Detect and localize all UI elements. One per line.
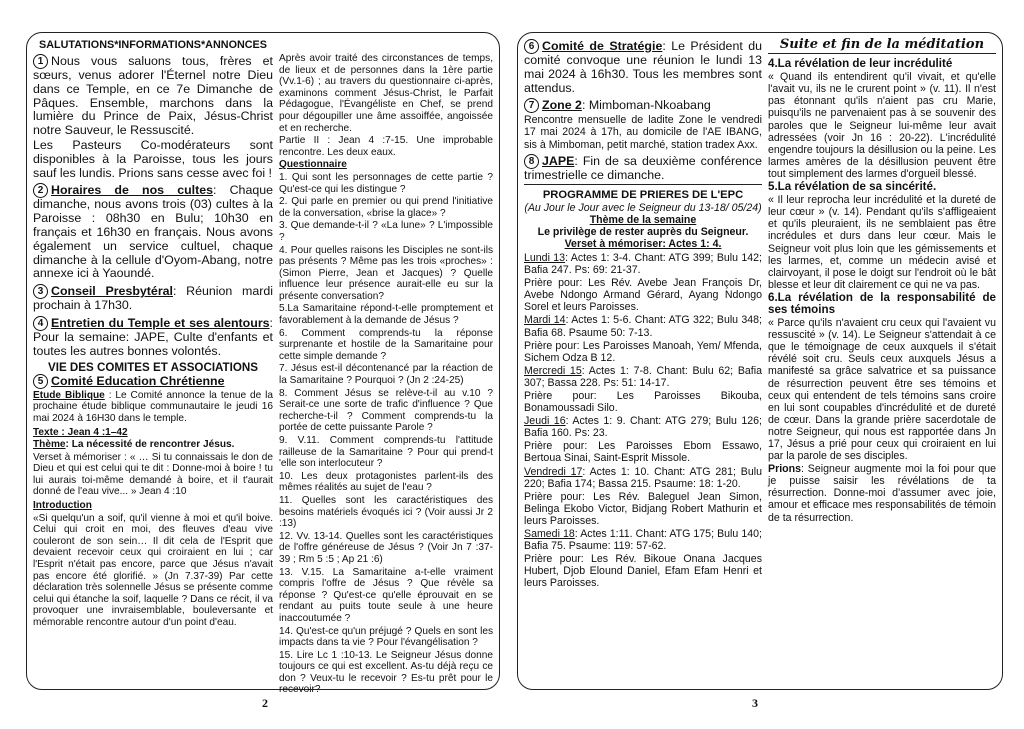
section-title: Conseil Presbytéral xyxy=(51,284,173,299)
prayer-label: Prions xyxy=(768,463,801,476)
page-number-3: 3 xyxy=(752,696,758,710)
question-8: 8. Comment Jésus se relève-t-il au v.10 ? Serait-ce une sorte de trafic d'influence ? Que recherche-t-il ? Comment comprends-tu la portée de cette puissante Parole ? xyxy=(279,387,493,434)
page-3 xyxy=(517,32,1003,690)
questionnaire-title: Questionnaire xyxy=(279,159,347,171)
memory-verse: Verset à mémoriser : « … Si tu connaissais le don de Dieu et qui est celui qui te dit : Donne-moi à boire ! tu lui aurais toi-même demandé à boire, et il t'aurait donné de l'eau vive... » Jean 4 :10 xyxy=(33,451,273,498)
section-title: JAPE xyxy=(542,153,575,168)
day-label: Jeudi 16 xyxy=(524,415,566,428)
day-label: Mercredi 15 xyxy=(524,364,582,377)
meditation-title: Suite et fin de la méditation xyxy=(779,37,985,52)
meditation-section-4-text: « Quand ils entendirent qu'il vivait, et qu'elle l'avait vu, ils ne le crurent point » (v. 11). Il n'est pas étonnant qu'ils n'aient pas cru Marie, puisqu'ils ne parvenaient pas à se souvenir des paroles que le Seigneur lui-même leur avait adressées (voir Jn 16 : 20-22). L'incrédulité engendre toujours la désillusion ou la peine. Les larmes amères de la désillusion peuvent être tout simplement des larmes d'orgueil blessé. xyxy=(768,71,996,180)
section-title: Horaires de nos cultes xyxy=(51,183,214,198)
page-3-left-column xyxy=(524,39,762,685)
prayer-program-title: PROGRAMME DE PRIERES DE L'EPC xyxy=(542,189,744,202)
announcement-3 xyxy=(33,284,273,313)
number-badge: 7 xyxy=(524,98,539,113)
question-5: 5.La Samaritaine répond-t-elle promptement et favorablement à la demande de Jésus ? xyxy=(279,303,493,327)
day-thursday xyxy=(524,415,762,439)
meditation-prayer xyxy=(768,463,996,523)
question-13: 13. V.15. La Samaritaine a-t-elle vraiment compris l'offre de Jésus ? Que révèle sa réponse ? Qu'est-ce qu'elle éprouvait en se rendant au puits toute seule à une heure inaccoutumée ? xyxy=(279,566,493,624)
question-7: 7. Jésus est-il décontenancé par la réaction de la Samaritaine ? Pourquoi ? (Jn 2 :24-25) xyxy=(279,363,493,387)
announcement-5 xyxy=(33,374,273,389)
announcement-6 xyxy=(524,39,762,95)
study-theme xyxy=(33,439,273,451)
day-reading: : Actes 1: 10. Chant: ATG 281; Bulu 220; Bafia 174; Bassa 215. Psaume: 18: 1-20. xyxy=(524,465,762,490)
study-part-two: Partie II : Jean 4 :7-15. Une improbable rencontre. Les deux eaux. xyxy=(279,135,493,158)
day-reading: : Actes 1: 7-8. Chant: Bulu 62; Bafia 307; Bassa 228. Ps: 51: 14-17. xyxy=(524,364,762,389)
prayer-text: : Seigneur augmente moi la foi pour que je puisse saisir les révélations de ta résurrection. Donne-moi d'assumer avec joie, amour et efficace mes responsabilités de témoin de ta résurrection. xyxy=(768,463,996,524)
zone-subtitle: : Mimboman-Nkoabang xyxy=(581,98,711,113)
week-theme-title: Thème de la semaine xyxy=(589,213,697,226)
week-theme-text: Le privilège de rester auprès du Seigneur. xyxy=(537,225,749,238)
day-label: Lundi 13 xyxy=(524,251,566,264)
question-11: 11. Quelles sont les caractéristiques des besoins matériels évoqués ici ? (Voir aussi Jr 2 :13) xyxy=(279,494,493,530)
day-label: Vendredi 17 xyxy=(524,465,583,478)
day-reading: : Actes 1: 3-4. Chant: ATG 399; Bulu 142; Bafia 247. Ps: 69: 21-37. xyxy=(524,251,762,277)
number-badge: 8 xyxy=(524,154,539,169)
day-reading: : Actes 1: 5-6. Chant: ATG 322; Bulu 348; Bafia 68. Psaume 50: 7-13. xyxy=(524,314,762,339)
prayer-program-subtitle: (Au Jour le Jour avec le Seigneur du 13-18/ 05/24) xyxy=(524,201,762,214)
page-number-2: 2 xyxy=(262,696,268,710)
prayer-friday: Prière pour: Les Rév. Baleguel Jean Simon, Belinga Ekobo Victor, Bidjang Robert Mathurin et leurs Paroisses. xyxy=(524,490,762,527)
announcement-7 xyxy=(524,98,762,113)
day-wednesday xyxy=(524,365,762,389)
prayer-thursday: Prière pour: Les Paroisses Ebom Essawo, Bertoua Sinai, Saint-Esprit Missole. xyxy=(524,440,762,465)
day-monday xyxy=(524,252,762,276)
question-6: 6. Comment comprends-tu la réponse surprenante et hostile de la Samaritaine pour cette simple demande ? xyxy=(279,327,493,362)
theme-text: : La nécessité de rencontrer Jésus. xyxy=(65,439,235,451)
question-2: 2. Qui parle en premier ou qui prend l'initiative de la conversation, «brise la glace» ? xyxy=(279,196,493,219)
announcement-text: : Chaque dimanche, nous avons trois (03) cultes à la Paroisse : 08h30 en Bulu; 10h30 en français et 16h30 en français. Nous avons également un service cultuel, chaque dimanche à la cellule d'Oyom-Abang, notre annexe ici à Yaoundé. xyxy=(33,183,274,281)
number-badge: 5 xyxy=(33,374,48,389)
committees-header: VIE DES COMITES ET ASSOCIATIONS xyxy=(47,360,258,374)
page-2-right-column xyxy=(279,53,493,696)
announcement-4 xyxy=(33,316,273,359)
prayer-monday: Prière pour: Les Rév. Avebe Jean François Dr, Avebe Ndongo Armand Gérard, Ayang Ndongo Sorel et leurs Paroisses. xyxy=(524,277,762,314)
announcement-text: : Le Président du comité convoque une réunion le lundi 13 mai 2024 à 16h30. Tous les membres sont attendus. xyxy=(524,39,762,95)
page-2 xyxy=(26,32,500,696)
page-header: SALUTATIONS*INFORMATIONS*ANNONCES xyxy=(39,39,267,51)
section-title: Comité de Stratégie xyxy=(542,39,663,53)
section-title: Comité Education Chrétienne xyxy=(51,373,225,388)
prayer-saturday: Prière pour: Les Rév. Bikoue Onana Jacques Hubert, Djob Elound Daniel, Efam Efam Henri et leurs Paroisses. xyxy=(524,553,762,590)
announcement-text: : Réunion mardi prochain à 17h30. xyxy=(33,284,274,313)
day-label: Mardi 14 xyxy=(524,314,566,327)
meditation-section-5-title: 5.La révélation de sa sincérité. xyxy=(768,180,937,194)
bible-study-title: Etude Biblique xyxy=(33,389,105,401)
day-friday xyxy=(524,466,762,490)
page-2-left-column xyxy=(33,39,273,685)
question-3: 3. Que demande-t-il ? «La lune» ? L'impossible ? xyxy=(279,220,493,243)
question-1: 1. Qui sont les personnages de cette partie ? Qu'est-ce qui les distingue ? xyxy=(279,171,493,195)
announcement-text: : Fin de sa deuxième conférence trimestrielle ce dimanche. xyxy=(524,153,762,182)
announcement-8 xyxy=(524,154,762,183)
announcement-1 xyxy=(33,54,273,138)
day-reading: : Actes 1:11. Chant: ATG 175; Bulu 140; Bafia 75. Psaume: 119: 57-62. xyxy=(524,528,762,553)
divider xyxy=(768,53,996,54)
question-4: 4. Pour quelles raisons les Disciples ne sont-ils pas présents ? Même pas les trois «proches» : (Simon Pierre, Jean et Jacques) ? Quelle influence leur présence aurait-elle eu sur la présente conversation? xyxy=(279,244,493,302)
study-text-ref: Texte : Jean 4 :1–42 xyxy=(33,426,128,438)
question-10: 10. Les deux protagonistes parlent-ils des mêmes réalités au sujet de l'eau ? xyxy=(279,470,493,494)
prayer-wednesday: Prière pour: Les Paroisses Bikouba, Bonamoussadi Silo. xyxy=(524,389,762,415)
day-reading: : Actes 1: 9. Chant: ATG 279; Bulu 126; Bafia 160. Ps: 23. xyxy=(524,415,762,440)
question-9: 9. V.11. Comment comprends-tu l'attitude railleuse de la Samaritaine ? Pour qui prend-t 'elle son interlocuteur ? xyxy=(279,435,493,470)
theme-label: Thème xyxy=(33,439,66,451)
memory-verse: Verset à mémoriser: Actes 1: 4. xyxy=(564,237,722,250)
introduction-text: «Si quelqu'un a soif, qu'il vienne à moi et qu'il boive. Celui qui croit en moi, des fleuves d'eau vive couleront de son sein… Il dit cela de l'Esprit que devaient recevoir ceux qui croiraient en lui ; car l'Esprit n'était pas encore, parce que Jésus n'avait pas encore été glorifié. » (Jn 7.37-39) Par cette déclaration très solennelle Jésus se présente comme celui qui étanche la soif, laquelle ? Dans ce récit, il va provoquer une invraisemblable, bouleversante et mémorable rencontre autour d'un point d'eau. xyxy=(33,512,273,629)
number-badge: 3 xyxy=(33,284,48,299)
day-tuesday xyxy=(524,314,762,338)
announcement-1-pastors: Les Pasteurs Co-modérateurs sont disponibles à la Paroisse, tous les jours sauf les lundis. Prions sans cesse avec foi ! xyxy=(33,138,273,180)
introduction-title: Introduction xyxy=(33,500,92,512)
section-title: Zone 2 xyxy=(542,98,582,113)
bible-study xyxy=(33,390,273,425)
meditation-section-6-text: « Parce qu'ils n'avaient cru ceux qui l'avaient vu ressuscité » (v. 14). Le Seigneur s'attendait à ce que le témoignage de ceux auxquels il s'était révélé soit cru. Seuls ceux auxquels Jésus a manifesté sa grâce salvatrice et sa puissance de résurrection peuvent être ses témoins et ceux qui entendent de tels témoins sans croire en lui sont coupables d'incrédulité et de dureté de cœur. Dans la grande prière sacerdotale de notre Seigneur, qui nous est rapportée dans Jn 17, Jésus a prié pour ceux qui croiraient en lui par la parole de ses disciples. xyxy=(768,317,996,463)
prayer-tuesday: Prière pour: Les Paroisses Manoah, Yem/ Mfenda, Sichem Odza B 12. xyxy=(524,339,762,364)
day-label: Samedi 18 xyxy=(524,528,575,540)
meditation-section-6-title: 6.La révélation de la responsabilité de ses témoins xyxy=(768,290,996,316)
announcement-text: Nous vous saluons tous, frères et sœurs, venus adorer l'Éternel notre Dieu dans ce Temple, en ce 7e Dimanche de Pâques. Ensemble, marchons dans la lumière du Prince de Paix, Jésus-Christ notre Sauveur, le Ressuscité. xyxy=(33,54,273,138)
announcement-2 xyxy=(33,183,273,281)
question-15: 15. Lire Lc 1 :10-13. Le Seigneur Jésus donne toujours ce qui est excellent. As-tu déjà reçu ce don ? Veux-tu le recevoir ? Es-tu prêt pour le recevoir? xyxy=(279,649,493,696)
question-14: 14. Qu'est-ce qu'un préjugé ? Quels en sont les impacts dans ta vie ? Pour l'évangélisation ? xyxy=(279,625,493,649)
section-title: Entretien du Temple et ses alentours xyxy=(51,316,270,331)
page-3-right-column xyxy=(768,39,996,685)
number-badge: 4 xyxy=(33,316,48,331)
bible-study-text: : Le Comité annonce la tenue de la prochaine étude biblique communautaire le jeudi 16 mai 2024 à 16H30 dans le temple. xyxy=(33,389,274,424)
number-badge: 2 xyxy=(33,183,48,198)
day-saturday xyxy=(524,528,762,552)
question-12: 12. Vv. 13-14. Quelles sont les caractéristiques de l'offre généreuse de Jésus ? (Voir Jn 7 :37-39 ; Rm 5 :5 ; Ap 21 :6) xyxy=(279,530,493,565)
number-badge: 1 xyxy=(33,54,48,69)
divider xyxy=(524,184,762,185)
meditation-section-5-text: « Il leur reprocha leur incrédulité et la dureté de leur cœur » (v. 14). Pendant qu'ils s'affligeaient et qu'ils pleuraient, ils ne semblaient pas être incrédules et durs dans leur cœur. Mais le Seigneur voit plus loin que les gémissements et les larmes, et, comme un médecin avisé et clairvoyant, il pose le doigt sur l'endroit où le bât blesse et leur dit clairement ce qui ne va pas. xyxy=(768,194,996,291)
announcement-text: : Pour la semaine: JAPE, Culte d'enfants et toutes les autres bonnes volontés. xyxy=(33,316,273,358)
meditation-section-4-title: 4.La révélation de leur incrédulité xyxy=(768,57,953,71)
number-badge: 6 xyxy=(524,39,539,54)
zone-meeting-text: Rencontre mensuelle de ladite Zone le vendredi 17 mai 2024 à 17h, au domicile de l'AE IBANG, sis à Mimboman, petit marché, station tradex Axx. xyxy=(524,114,762,151)
study-paragraph: Après avoir traité des circonstances de temps, de lieux et de personnes dans la 1ère partie (Vv.1-6) ; au travers du questionnaire ci-après, examinons comment Jésus-Christ, le Parfait Pédagogue, l'Évangéliste en Chef, se prend pour dégoupiller une âme assoiffée, angoissée et en recherche. xyxy=(279,53,493,134)
